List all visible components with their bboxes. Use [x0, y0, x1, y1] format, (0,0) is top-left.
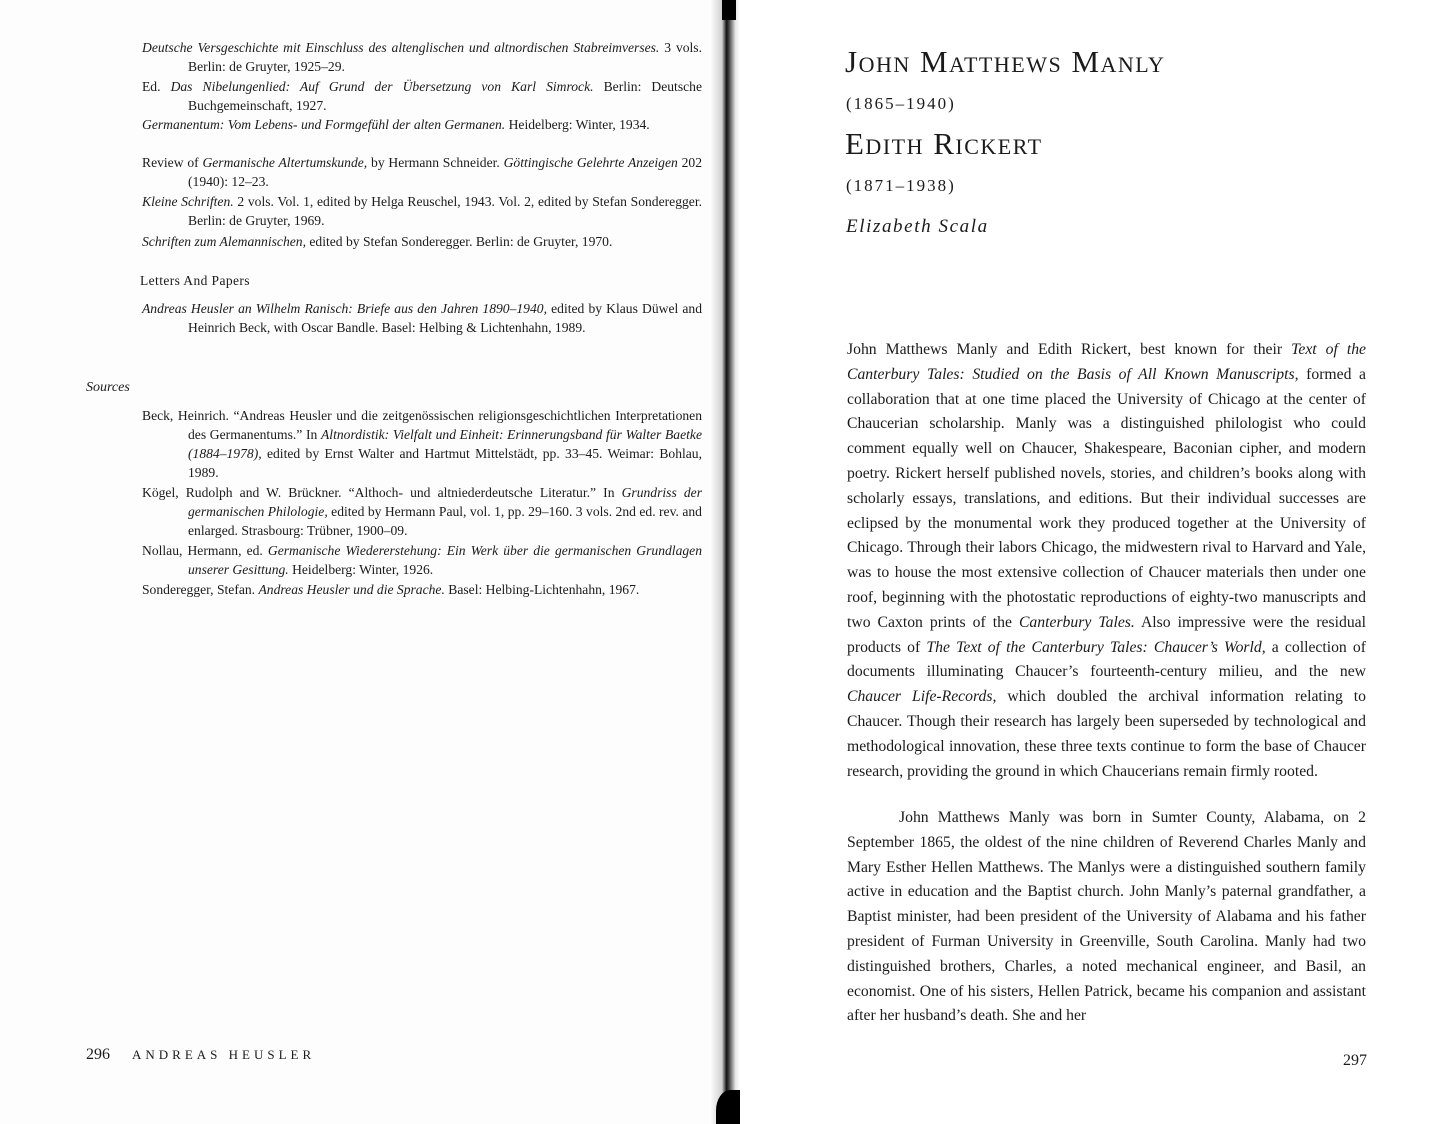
bibliography-entry: Ed. Das Nibelungenlied: Auf Grund der Übersetzung von Karl Simrock. Berlin: Deutsche Buchgemeinschaft, 1927.	[142, 79, 702, 113]
sources-label: Sources	[86, 380, 130, 395]
book-gutter	[710, 0, 740, 1124]
source-entry: Nollau, Hermann, ed. Germanische Wiedererstehung: Ein Werk über die germanischen Grundlagen unserer Gesittung. Heidelberg: Winter, 1926.	[142, 543, 702, 577]
chapter-author: Elizabeth Scala	[846, 216, 989, 237]
bibliography-entry: Schriften zum Alemannischen, edited by Stefan Sonderegger. Berlin: de Gruyter, 1970.	[142, 234, 613, 249]
dates-manly: (1865–1940)	[846, 94, 956, 113]
bibliography-entry: Andreas Heusler an Wilhelm Ranisch: Briefe aus den Jahren 1890–1940, edited by Klaus Düwel and Heinrich Beck, with Oscar Bandle. Basel: Helbing & Lichtenhahn, 1989.	[142, 301, 703, 335]
bibliography-entry: Deutsche Versgeschichte mit Einschluss des altenglischen und altnordischen Stabreimverses. 3 vols. Berlin: de Gruyter, 1925–29.	[142, 40, 702, 74]
gutter-shadow	[716, 1090, 740, 1124]
chapter-title-rickert: Edith Rickert	[845, 126, 1043, 161]
page-number: 296	[86, 1046, 110, 1063]
chapter-title-manly: John Matthews Manly	[845, 44, 1166, 79]
bibliography-entry: Kleine Schriften. 2 vols. Vol. 1, edited by Helga Reuschel, 1943. Vol. 2, edited by Stefan Sonderegger. Berlin: de Gruyter, 1969.	[142, 194, 702, 228]
bibliography-entry: Review of Germanische Altertumskunde, by Hermann Schneider. Göttingische Gelehrte Anzeigen 202 (1940): 12–23.	[142, 155, 702, 189]
bibliography-entry: Germanentum: Vom Lebens- und Formgefühl der alten Germanen. Heidelberg: Winter, 1934.	[142, 117, 650, 132]
gutter-shadow	[722, 0, 736, 20]
letters-and-papers-heading: Letters And Papers	[140, 273, 250, 288]
source-entry: Beck, Heinrich. “Andreas Heusler und die zeitgenössischen religionsgeschichtlichen Interpretationen des Germanentums.” In Altnordistik: Vielfalt und Einheit: Erinnerungsband für Walter Baetke (1884–1978), edited by Ernst Walter and Hartmut Mittelstädt, pp. 33–45. Weimar: Bohlau, 1989.	[142, 408, 702, 480]
source-entry: Sonderegger, Stefan. Andreas Heusler und die Sprache. Basel: Helbing-Lichtenhahn, 1967.	[142, 582, 640, 597]
body-paragraph: John Matthews Manly and Edith Rickert, best known for their Text of the Canterbury Tales: Studied on the Basis of All Known Manuscripts, formed a collaboration that at one time placed the University of Chicago at the center of Chaucerian scholarship. Manly was a distinguished philologist who could comment equally well on Chaucer, Shakespeare, Baconian cipher, and modern poetry. Rickert herself published novels, stories, and children’s books along with scholarly essays, translations, and editions. But their individual successes are eclipsed by the monumental work they produced together at the University of Chicago. Through their labors Chicago, the midwestern rival to Harvard and Yale, was to house the most extensive collection of Chaucer materials then under one roof, beginning with the photostatic reproductions of eighty-two manuscripts and two Caxton prints of the Canterbury Tales. Also impressive were the residual products of The Text of the Canterbury Tales: Chaucer’s World, a collection of documents illuminating Chaucer’s fourteenth-century milieu, and the new Chaucer Life-Records, which doubled the archival information relating to Chaucer. Though their research has largely been superseded by technological and methodological innovation, these three texts continue to form the base of Chaucer research, providing the ground in which Chaucerians remain firmly rooted.	[847, 341, 1367, 780]
body-paragraph: John Matthews Manly was born in Sumter County, Alabama, on 2 September 1865, the oldest of the nine children of Reverend Charles Manly and Mary Esther Hellen Matthews. The Manlys were a distinguished southern family active in education and the Baptist church. John Manly’s paternal grandfather, a Baptist minister, had been president of the University of Alabama and his father president of Furman University in Greenville, South Carolina. Manly had two distinguished brothers, Charles, a noted mechanical engineer, and Basil, an economist. One of his sisters, Hellen Patrick, became his companion and assistant after her husband’s death. She and her	[847, 809, 1366, 1025]
running-head: ANDREAS HEUSLER	[132, 1047, 316, 1062]
left-page	[0, 0, 722, 1124]
source-entry: Kögel, Rudolph and W. Brückner. “Althoch- und altniederdeutsche Literatur.” In Grundriss der germanischen Philologie, edited by Hermann Paul, vol. 1, pp. 29–160. 3 vols. 2nd ed. rev. and enlarged. Strasbourg: Trübner, 1900–09.	[142, 485, 702, 538]
left-page-footer	[86, 1046, 315, 1064]
dates-rickert: (1871–1938)	[846, 176, 956, 195]
page-number: 297	[1343, 1052, 1367, 1069]
